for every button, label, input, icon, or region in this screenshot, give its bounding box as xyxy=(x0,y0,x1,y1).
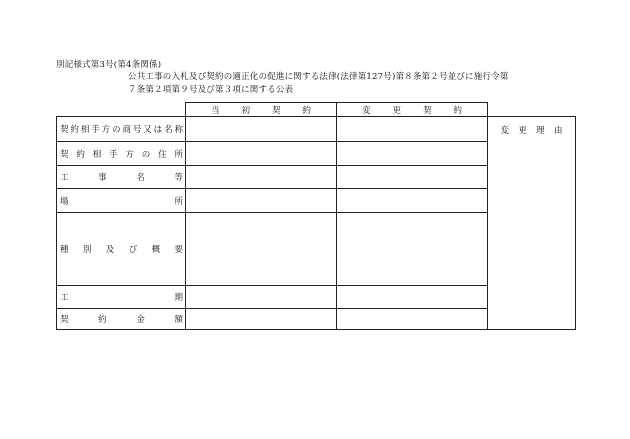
row-label-location: 場所 xyxy=(60,196,289,207)
hline-bottom xyxy=(56,329,576,330)
row-label-work-period: 工期 xyxy=(60,293,289,303)
document-title xyxy=(128,71,509,97)
vline-left xyxy=(56,116,57,330)
row-label-type-and-outline: 種別及び概要 xyxy=(60,245,198,255)
title-line-1: 公共工事の入札及び契約の適正化の促進に関する法律(法律第127号)第８条第２号並びに施行令第 xyxy=(128,72,509,82)
row-label-contractor-address: 契約相手方の住所 xyxy=(60,149,191,160)
row-label-contractor-name: 契約相手方の商号又は名称 xyxy=(60,125,185,135)
header-original-contract: 当初契約 xyxy=(211,105,333,116)
row-label-work-name: 工事名等 xyxy=(60,173,213,183)
header-change-reason: 変更理由 xyxy=(500,125,572,136)
disclosure-table xyxy=(56,102,576,330)
title-line-2: ７条第２項第９号及び第３項に関する公表 xyxy=(128,85,294,95)
vline-right xyxy=(575,116,576,330)
row-label-contract-amount: 契約金額 xyxy=(60,315,213,325)
header-changed-contract: 変更契約 xyxy=(362,105,484,116)
form-number: 別記様式第3号(第4条関係) xyxy=(56,60,162,70)
vline-mid xyxy=(336,102,337,330)
